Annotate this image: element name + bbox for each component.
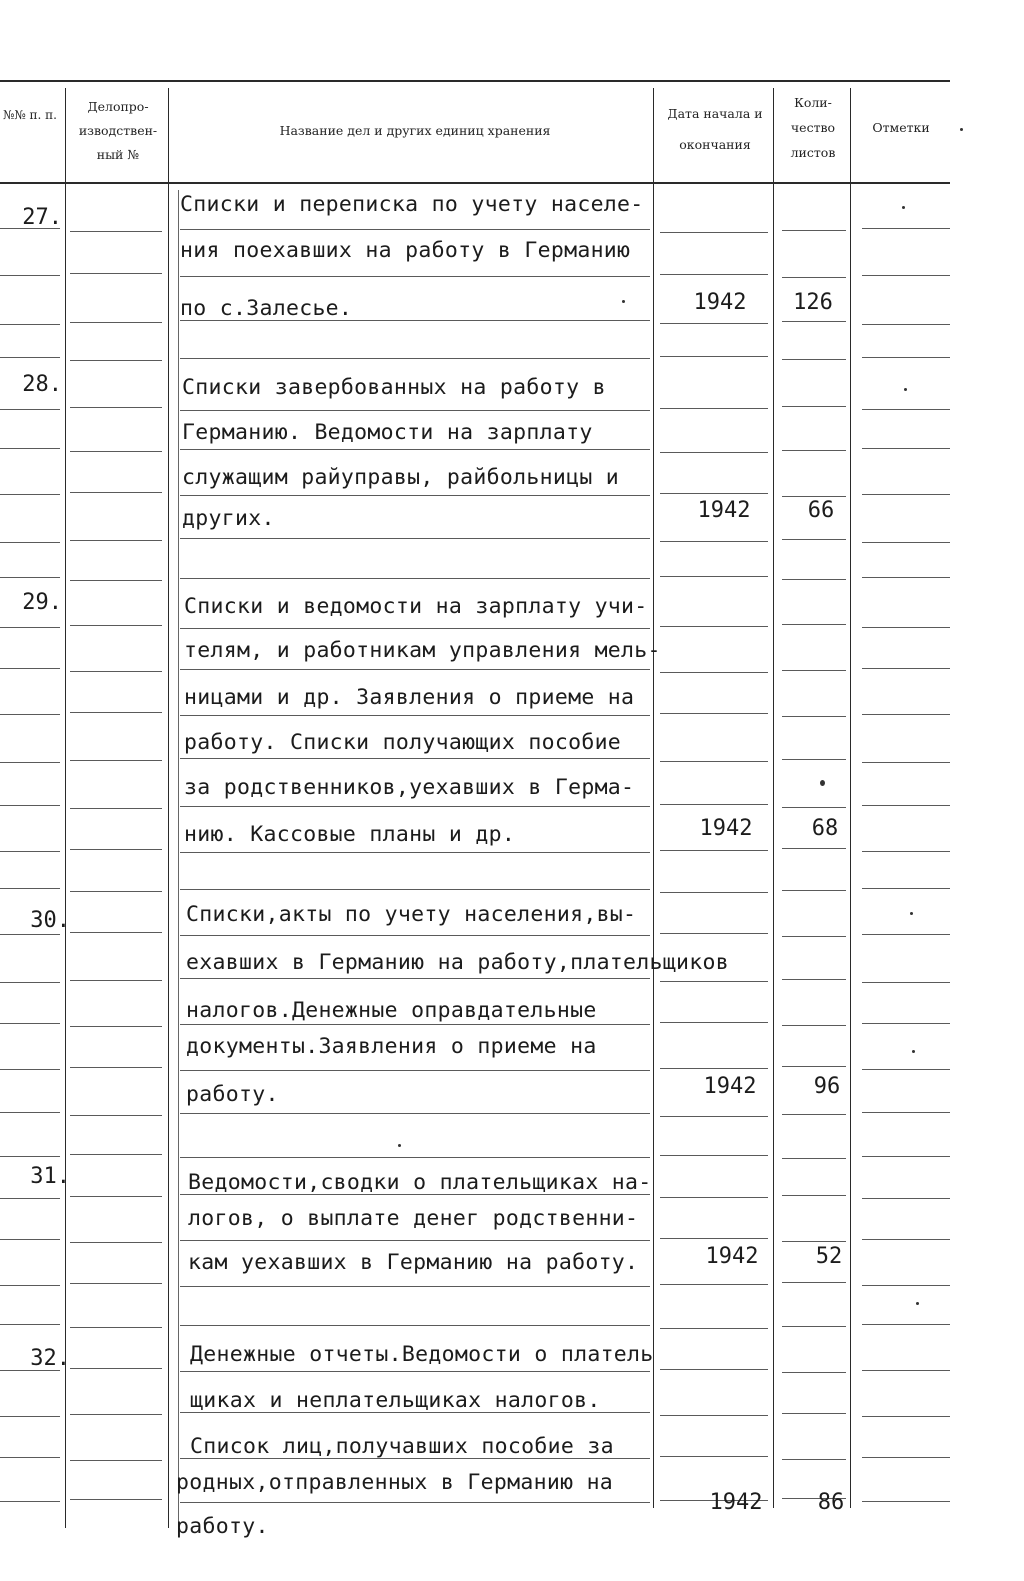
form-rule-line [0, 1457, 60, 1458]
form-rule-line [180, 806, 650, 807]
form-rule-line [660, 356, 768, 357]
form-rule-line [782, 979, 846, 980]
form-rule-line [782, 936, 846, 937]
form-rule-line [0, 409, 60, 410]
form-rule-line [0, 324, 60, 325]
scan-speck [910, 912, 913, 915]
record-27-number: 27. [22, 205, 62, 230]
form-rule-line [782, 670, 846, 671]
typed-margin-line [178, 190, 179, 1530]
record-29-line-5: за родственников,уехавших в Герма- [184, 775, 635, 800]
form-rule-line [660, 804, 768, 805]
form-rule-line [180, 578, 650, 579]
record-32-number: 32. [30, 1346, 70, 1371]
form-rule-line [660, 850, 768, 851]
form-rule-line [862, 1501, 950, 1502]
record-29-number: 29. [22, 590, 62, 615]
record-32-line-2: щиках и неплательщиках налогов. [190, 1388, 601, 1413]
form-rule-line [862, 494, 950, 495]
form-rule-line [0, 1324, 60, 1325]
record-30-sheets: 96 [813, 1074, 841, 1099]
form-rule-line [70, 1154, 162, 1155]
record-27-line-1: Списки и переписка по учету населе- [180, 192, 644, 217]
form-rule-line [660, 274, 768, 275]
form-rule-line [180, 1371, 650, 1372]
record-29-line-1: Списки и ведомости на зарплату учи- [184, 594, 648, 619]
form-rule-line [660, 1415, 768, 1416]
form-rule-line [0, 627, 60, 628]
form-rule-line [0, 888, 60, 889]
scan-speck [398, 1144, 401, 1147]
record-30-line-1: Списки,акты по учету населения,вы- [186, 902, 637, 927]
form-rule-line [782, 1326, 846, 1327]
form-rule-line [862, 1324, 950, 1325]
form-rule-line [180, 1157, 650, 1158]
header-col-dates [660, 98, 770, 160]
form-rule-line [0, 494, 60, 495]
record-28-date: 1942 [697, 498, 751, 523]
form-rule-line [70, 625, 162, 626]
form-rule-line [782, 496, 846, 497]
record-30-line-2: ехавших в Германию на работу,плательщиков [186, 950, 730, 975]
form-rule-line [782, 807, 846, 808]
form-rule-line [862, 1069, 950, 1070]
form-rule-line [180, 758, 650, 759]
header-col-title [180, 115, 650, 146]
record-31-line-2: логов, о выплате денег родственни- [188, 1206, 639, 1231]
form-rule-line [70, 322, 162, 323]
scan-speck [622, 300, 625, 303]
form-rule-line [782, 450, 846, 451]
header-col-num-label: №№ п. п. [3, 108, 57, 122]
form-rule-line [180, 1024, 650, 1025]
form-rule-line [70, 1368, 162, 1369]
record-30-line-4: документы.Заявления о приеме на [186, 1034, 597, 1059]
form-rule-line [180, 229, 650, 230]
form-rule-line [862, 357, 950, 358]
record-29-sheets: 68 [811, 816, 839, 841]
form-rule-line [862, 577, 950, 578]
record-29-line-2: телям, и работникам управления мель- [184, 638, 661, 663]
form-rule-line [660, 323, 768, 324]
form-rule-line [180, 1286, 650, 1287]
form-rule-line [180, 1113, 650, 1114]
form-rule-line [0, 668, 60, 669]
form-rule-line [782, 759, 846, 760]
header-col-sheets-label: Коли-чество листов [790, 95, 836, 160]
form-rule-line [180, 1070, 650, 1071]
scan-speck [902, 206, 905, 209]
form-rule-line [660, 1197, 768, 1198]
form-rule-line [782, 1241, 846, 1242]
form-rule-line [862, 1457, 950, 1458]
form-rule-line [70, 980, 162, 981]
form-rule-line [782, 539, 846, 540]
form-rule-line [862, 714, 950, 715]
form-rule-line [862, 627, 950, 628]
form-rule-line [660, 493, 768, 494]
form-rule-line [660, 713, 768, 714]
form-rule-line [782, 716, 846, 717]
form-rule-line [0, 1069, 60, 1070]
header-col-notes [860, 112, 942, 143]
form-rule-line [0, 448, 60, 449]
record-32-date: 1942 [709, 1490, 763, 1515]
form-rule-line [180, 276, 650, 277]
form-rule-line [70, 1196, 162, 1197]
form-rule-line [782, 1025, 846, 1026]
form-rule-line [70, 273, 162, 274]
form-rule-line [660, 452, 768, 453]
scan-speck [916, 1302, 919, 1305]
form-rule-line [0, 1198, 60, 1199]
record-32-line-5: работу. [176, 1514, 269, 1539]
form-rule-line [862, 228, 950, 229]
form-rule-line [862, 1239, 950, 1240]
col-divider-3 [653, 88, 654, 1508]
record-27-date: 1942 [693, 290, 747, 315]
form-rule-line [180, 1502, 650, 1503]
form-rule-line [660, 1116, 768, 1117]
record-31-line-1: Ведомости,сводки о плательщиках на- [188, 1170, 652, 1195]
form-rule-line [660, 541, 768, 542]
form-rule-line [70, 1414, 162, 1415]
form-rule-line [0, 357, 60, 358]
form-rule-line [70, 1067, 162, 1068]
scan-speck [820, 780, 825, 786]
form-rule-line [180, 978, 650, 979]
form-rule-line [180, 889, 650, 890]
header-bottom-border [0, 182, 950, 184]
form-rule-line [660, 1284, 768, 1285]
form-rule-line [862, 324, 950, 325]
record-27-line-3: по с.Залесье. [180, 296, 353, 321]
form-rule-line [70, 580, 162, 581]
record-28-line-1: Списки завербованных на работу в [182, 375, 606, 400]
form-rule-line [782, 359, 846, 360]
form-rule-line [660, 1155, 768, 1156]
form-rule-line [70, 231, 162, 232]
form-rule-line [180, 410, 650, 411]
record-32-line-4: родных,отправленных в Германию на [176, 1470, 614, 1495]
header-col-dates-label: Дата начала и окончания [667, 106, 763, 152]
form-rule-line [862, 934, 950, 935]
form-rule-line [862, 1285, 950, 1286]
form-rule-line [180, 669, 650, 670]
form-rule-line [0, 1156, 60, 1157]
record-31-number: 31. [30, 1164, 70, 1189]
form-rule-line [70, 849, 162, 850]
form-rule-line [782, 1372, 846, 1373]
record-30-date: 1942 [703, 1074, 757, 1099]
record-28-number: 28. [22, 372, 62, 397]
form-rule-line [70, 1026, 162, 1027]
record-32-line-3: Список лиц,получавших пособие за [190, 1434, 614, 1459]
form-rule-line [782, 1459, 846, 1460]
form-rule-line [70, 1115, 162, 1116]
form-rule-line [660, 1022, 768, 1023]
form-rule-line [0, 542, 60, 543]
form-rule-line [782, 624, 846, 625]
header-col-sheets [780, 90, 846, 165]
form-rule-line [70, 1460, 162, 1461]
form-rule-line [862, 982, 950, 983]
form-rule-line [70, 671, 162, 672]
form-rule-line [862, 542, 950, 543]
form-rule-line [180, 1325, 650, 1326]
form-rule-line [180, 628, 650, 629]
scan-speck [904, 388, 907, 391]
record-32-sheets: 86 [817, 1490, 845, 1515]
scan-speck [912, 1050, 915, 1053]
form-rule-line [660, 892, 768, 893]
form-rule-line [0, 1501, 60, 1502]
record-29-line-3: ницами и др. Заявления о приеме на [184, 685, 635, 710]
form-rule-line [782, 321, 846, 322]
form-rule-line [660, 232, 768, 233]
form-rule-line [0, 1239, 60, 1240]
form-rule-line [660, 1328, 768, 1329]
form-rule-line [0, 1416, 60, 1417]
form-rule-line [70, 1242, 162, 1243]
form-rule-line [660, 761, 768, 762]
record-29-date: 1942 [699, 816, 753, 841]
record-27-sheets: 126 [793, 290, 833, 315]
record-28-line-4: других. [182, 506, 275, 531]
record-27-line-2: ния поехавших на работу в Германию [180, 238, 631, 263]
form-rule-line [660, 576, 768, 577]
form-rule-line [782, 230, 846, 231]
form-rule-line [862, 762, 950, 763]
form-rule-line [180, 358, 650, 359]
form-rule-line [180, 935, 650, 936]
form-rule-line [180, 852, 650, 853]
col-divider-5 [850, 88, 851, 1508]
form-rule-line [862, 275, 950, 276]
form-rule-line [70, 492, 162, 493]
record-28-line-2: Германию. Ведомости на зарплату [182, 420, 593, 445]
form-rule-line [180, 495, 650, 496]
form-rule-line [862, 1112, 950, 1113]
form-rule-line [782, 1114, 846, 1115]
form-rule-line [660, 1068, 768, 1069]
form-rule-line [660, 408, 768, 409]
form-rule-line [862, 851, 950, 852]
header-col-title-label: Название дел и других единиц хранения [279, 123, 551, 138]
form-rule-line [70, 407, 162, 408]
table-top-border [0, 80, 950, 82]
header-col-num [2, 100, 58, 130]
record-31-sheets: 52 [815, 1244, 843, 1269]
form-rule-line [0, 1285, 60, 1286]
form-rule-line [70, 891, 162, 892]
record-30-line-5: работу. [186, 1082, 279, 1107]
form-rule-line [70, 712, 162, 713]
form-rule-line [660, 933, 768, 934]
form-rule-line [70, 760, 162, 761]
form-rule-line [0, 577, 60, 578]
form-rule-line [862, 448, 950, 449]
form-rule-line [782, 406, 846, 407]
form-rule-line [180, 1240, 650, 1241]
record-30-line-3: налогов.Денежные оправдательные [186, 998, 597, 1023]
form-rule-line [70, 540, 162, 541]
form-rule-line [660, 626, 768, 627]
form-rule-line [0, 851, 60, 852]
form-rule-line [660, 1456, 768, 1457]
form-rule-line [0, 934, 60, 935]
form-rule-line [70, 808, 162, 809]
header-col-notes-label: Отметки [872, 120, 930, 135]
form-rule-line [0, 805, 60, 806]
form-rule-line [180, 715, 650, 716]
record-30-number: 30. [30, 908, 70, 933]
form-rule-line [0, 714, 60, 715]
form-rule-line [862, 1416, 950, 1417]
form-rule-line [0, 1023, 60, 1024]
record-29-line-6: нию. Кассовые планы и др. [184, 822, 516, 847]
form-rule-line [862, 1023, 950, 1024]
form-rule-line [0, 1112, 60, 1113]
form-rule-line [782, 890, 846, 891]
form-rule-line [0, 982, 60, 983]
form-rule-line [862, 1370, 950, 1371]
header-col-office-label: Делопро-изводствен-ный № [78, 99, 158, 162]
form-rule-line [70, 1327, 162, 1328]
col-divider-4 [773, 88, 774, 1508]
record-32-line-1: Денежные отчеты.Ведомости о платель [190, 1342, 654, 1367]
form-rule-line [782, 1158, 846, 1159]
record-29-line-4: работу. Списки получающих пособие [184, 730, 622, 755]
form-rule-line [70, 932, 162, 933]
form-rule-line [782, 1066, 846, 1067]
record-28-line-3: служащим райуправы, райбольницы и [182, 465, 620, 490]
form-rule-line [782, 1282, 846, 1283]
form-rule-line [862, 1156, 950, 1157]
form-rule-line [782, 277, 846, 278]
form-rule-line [70, 1499, 162, 1500]
record-31-date: 1942 [705, 1244, 759, 1269]
form-rule-line [0, 275, 60, 276]
form-rule-line [862, 1198, 950, 1199]
col-divider-2 [168, 88, 169, 1528]
scan-speck [960, 128, 963, 131]
form-rule-line [180, 538, 650, 539]
form-rule-line [70, 360, 162, 361]
header-col-office [70, 95, 166, 167]
form-rule-line [782, 1195, 846, 1196]
form-rule-line [70, 1283, 162, 1284]
col-divider-1 [65, 88, 66, 1528]
form-rule-line [660, 981, 768, 982]
form-rule-line [862, 668, 950, 669]
form-rule-line [862, 888, 950, 889]
record-28-sheets: 66 [807, 498, 835, 523]
form-rule-line [660, 672, 768, 673]
form-rule-line [862, 805, 950, 806]
form-rule-line [782, 579, 846, 580]
form-rule-line [862, 409, 950, 410]
form-rule-line [70, 451, 162, 452]
form-rule-line [0, 762, 60, 763]
form-rule-line [660, 1369, 768, 1370]
form-rule-line [782, 1413, 846, 1414]
form-rule-line [660, 1238, 768, 1239]
record-31-line-3: кам уехавших в Германию на работу. [188, 1250, 639, 1275]
form-rule-line [782, 848, 846, 849]
form-rule-line [180, 449, 650, 450]
